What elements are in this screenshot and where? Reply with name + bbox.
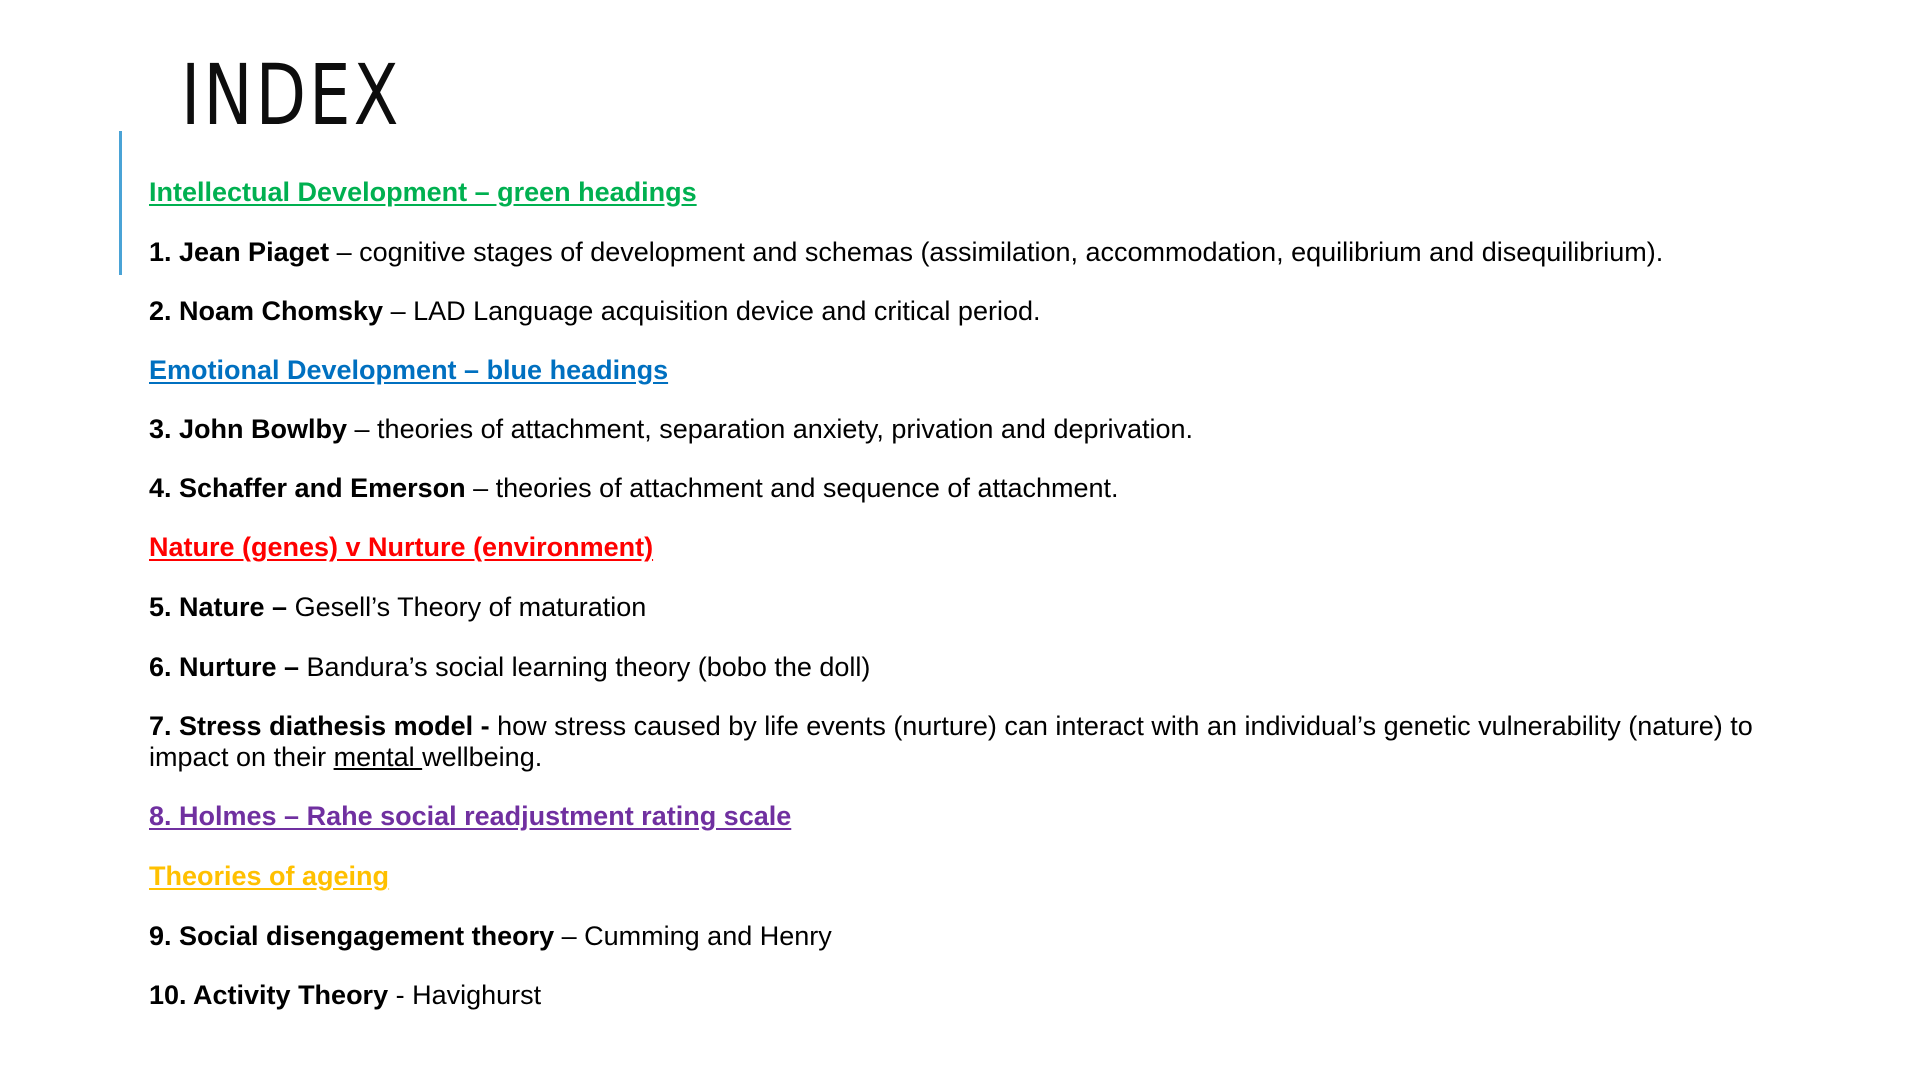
index-item-5 — [149, 592, 646, 623]
section-heading-ageing: Theories of ageing — [149, 861, 390, 891]
index-item-8-heading: 8. Holmes – Rahe social readjustment rating scale — [149, 801, 792, 831]
index-item-3 — [149, 414, 1193, 445]
item-term: 4. Schaffer and Emerson — [149, 473, 466, 503]
index-item-9 — [149, 921, 832, 952]
section-heading-intellectual: Intellectual Development – green headings — [149, 177, 697, 207]
item-description: – LAD Language acquisition device and critical period. — [383, 296, 1041, 326]
index-item-7 — [149, 711, 1829, 773]
index-item-2 — [149, 296, 1041, 327]
item-term: 7. Stress diathesis model - — [149, 711, 490, 741]
item-description: – theories of attachment and sequence of attachment. — [465, 473, 1119, 503]
item-description: Gesell’s Theory of maturation — [287, 592, 647, 622]
item-description: Bandura’s social learning theory (bobo the doll) — [299, 652, 871, 682]
index-item-10 — [149, 980, 541, 1011]
item-underlined-word: mental — [333, 742, 423, 772]
item-description-end: wellbeing. — [422, 742, 543, 772]
item-term: 10. Activity Theory — [149, 980, 389, 1010]
item-description: – theories of attachment, separation anxiety, privation and deprivation. — [347, 414, 1194, 444]
item-term: 6. Nurture – — [149, 652, 300, 682]
item-term: 5. Nature – — [149, 592, 288, 622]
section-heading-emotional: Emotional Development – blue headings — [149, 355, 669, 385]
index-item-4 — [149, 473, 1119, 504]
slide-title: INDEX — [181, 46, 402, 144]
item-description: how stress caused by life events (nurture) can interact with an individual’s genetic vulnerability (nature) to impact on their — [149, 711, 1753, 772]
item-term: 3. John Bowlby — [149, 414, 348, 444]
item-term: 1. Jean Piaget — [149, 237, 330, 267]
index-item-6 — [149, 652, 870, 683]
index-item-1 — [149, 237, 1663, 268]
section-heading-nature-nurture: Nature (genes) v Nurture (environment) — [149, 532, 654, 562]
item-term: 2. Noam Chomsky — [149, 296, 384, 326]
item-term: 9. Social disengagement theory — [149, 921, 555, 951]
accent-bar — [119, 131, 122, 275]
item-description: - Havighurst — [388, 980, 542, 1010]
item-description: – Cumming and Henry — [554, 921, 832, 951]
item-description: – cognitive stages of development and schemas (assimilation, accommodation, equilibrium and disequilibrium). — [329, 237, 1664, 267]
